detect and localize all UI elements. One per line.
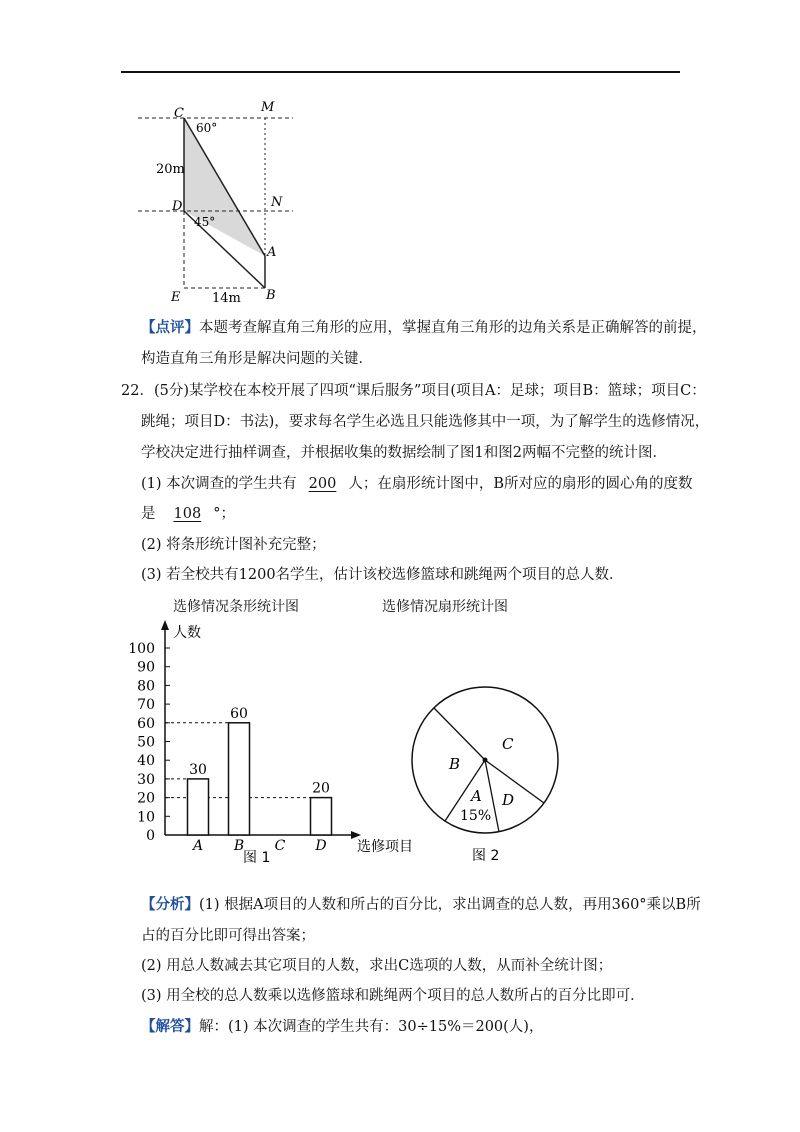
length-cd: 20m <box>156 162 185 177</box>
pie-chart <box>405 674 565 866</box>
analysis-tag: 【分析】 <box>141 896 199 913</box>
analysis-line-3: (2) 用总人数减去其它项目的人数，求出C选项的人数，从而补全统计图； <box>141 958 613 974</box>
solution-text-1: 解：(1) 本次调查的学生共有：30÷15%＝200(人)， <box>199 1019 544 1035</box>
length-eb: 14m <box>212 291 241 306</box>
analysis-line-1 <box>141 895 701 915</box>
pie-divider-bc <box>434 708 485 760</box>
bar-value-label-B: 60 <box>230 705 248 722</box>
answer-angle-b: 108 <box>173 506 202 522</box>
y-axis-arrow <box>161 620 169 630</box>
pie-center <box>483 758 488 763</box>
analysis-line-2: 占的百分比即可得出答案； <box>141 928 315 944</box>
x-category-label-A: A <box>192 838 204 854</box>
bar-value-label-D: 20 <box>312 780 330 797</box>
solution-line-1 <box>141 1017 543 1037</box>
geometry-figure <box>138 96 298 308</box>
figure-1-caption: 图 1 <box>243 850 271 866</box>
pie-label-B: B <box>449 755 461 773</box>
q22-part-3: (3) 若全校共有1200名学生，估计该校选修篮球和跳绳两个项目的总人数． <box>141 567 624 583</box>
x-category-label-C: C <box>274 838 286 854</box>
analysis-text-1: (1) 根据A项目的人数和所占的百分比，求出调查的总人数，再用360°乘以B所 <box>199 897 701 913</box>
figure-2-caption: 图 2 <box>472 848 500 864</box>
analysis-line-4: (3) 用全校的总人数乘以选修篮球和跳绳两个项目的总人数所占的百分比即可． <box>141 988 645 1004</box>
y-tick-label: 20 <box>137 790 155 807</box>
y-tick-label: 100 <box>128 641 155 657</box>
pie-label-C: C <box>502 735 514 753</box>
label-D: D <box>172 199 183 214</box>
label-C: C <box>174 106 184 121</box>
q22-line-3: 学校决定进行抽样调查，并根据收集的数据绘制了图1和图2两幅不完整的统计图． <box>141 445 667 461</box>
x-axis-label: 选修项目 <box>357 839 413 855</box>
header-rule <box>121 71 680 73</box>
y-tick-label: 10 <box>137 809 155 826</box>
q22-part-2: (2) 将条形统计图补充完整； <box>141 537 326 553</box>
label-M: M <box>261 100 275 115</box>
x-category-label-D: D <box>315 838 327 854</box>
bar-chart <box>128 618 430 868</box>
y-zero-label: 0 <box>146 828 155 844</box>
y-tick-label: 80 <box>137 678 155 695</box>
comment-line-1 <box>141 318 707 338</box>
pie-label-D: D <box>502 791 515 809</box>
answer-total-students: 200 <box>308 476 337 492</box>
y-tick-label: 60 <box>137 715 155 732</box>
label-B: B <box>266 288 276 303</box>
q22-part-1-cont: 是 108 °； <box>141 506 235 522</box>
y-axis-label: 人数 <box>173 625 201 641</box>
x-axis-arrow <box>351 831 361 839</box>
solution-tag: 【解答】 <box>141 1018 199 1035</box>
label-A: A <box>267 245 277 260</box>
angle-45: 45° <box>194 215 216 229</box>
pie-divider-dc <box>485 760 544 803</box>
bar-B <box>229 723 250 835</box>
y-tick-label: 40 <box>137 753 155 770</box>
bar-A <box>188 779 209 835</box>
angle-60: 60° <box>196 121 218 135</box>
label-E: E <box>171 290 181 305</box>
x-category-label-B: B <box>233 838 245 854</box>
y-tick-label: 50 <box>137 734 155 751</box>
comment-text-1: 本题考查解直角三角形的应用，掌握直角三角形的边角关系是正确解答的前提， <box>199 320 707 336</box>
q22-part-1: (1) 本次调查的学生共有 200 人；在扇形统计图中，B所对应的扇形的圆心角的度数 <box>141 476 693 492</box>
bar-value-label-A: 30 <box>189 761 207 778</box>
y-tick-label: 90 <box>137 659 155 676</box>
pie-label-A-percent: 15% <box>460 808 492 824</box>
bar-D <box>311 798 332 835</box>
pie-label-A: A <box>471 787 482 805</box>
pie-chart-title: 选修情况扇形统计图 <box>382 599 508 615</box>
y-tick-label: 70 <box>137 697 155 714</box>
q22-line-2: 跳绳；项目D：书法)，要求每名学生必选且只能选修其中一项，为了解学生的选修情况， <box>141 414 710 430</box>
comment-tag: 【点评】 <box>141 319 199 336</box>
q22-line-1: 22．(5分)某学校在本校开展了四项“课后服务”项目(项目A：足球；项目B：篮球；项目C： <box>121 383 706 399</box>
label-N: N <box>271 195 283 210</box>
y-tick-label: 30 <box>137 771 155 788</box>
comment-line-2: 构造直角三角形是解决问题的关键． <box>141 351 373 367</box>
bar-chart-title: 选修情况条形统计图 <box>173 599 299 615</box>
